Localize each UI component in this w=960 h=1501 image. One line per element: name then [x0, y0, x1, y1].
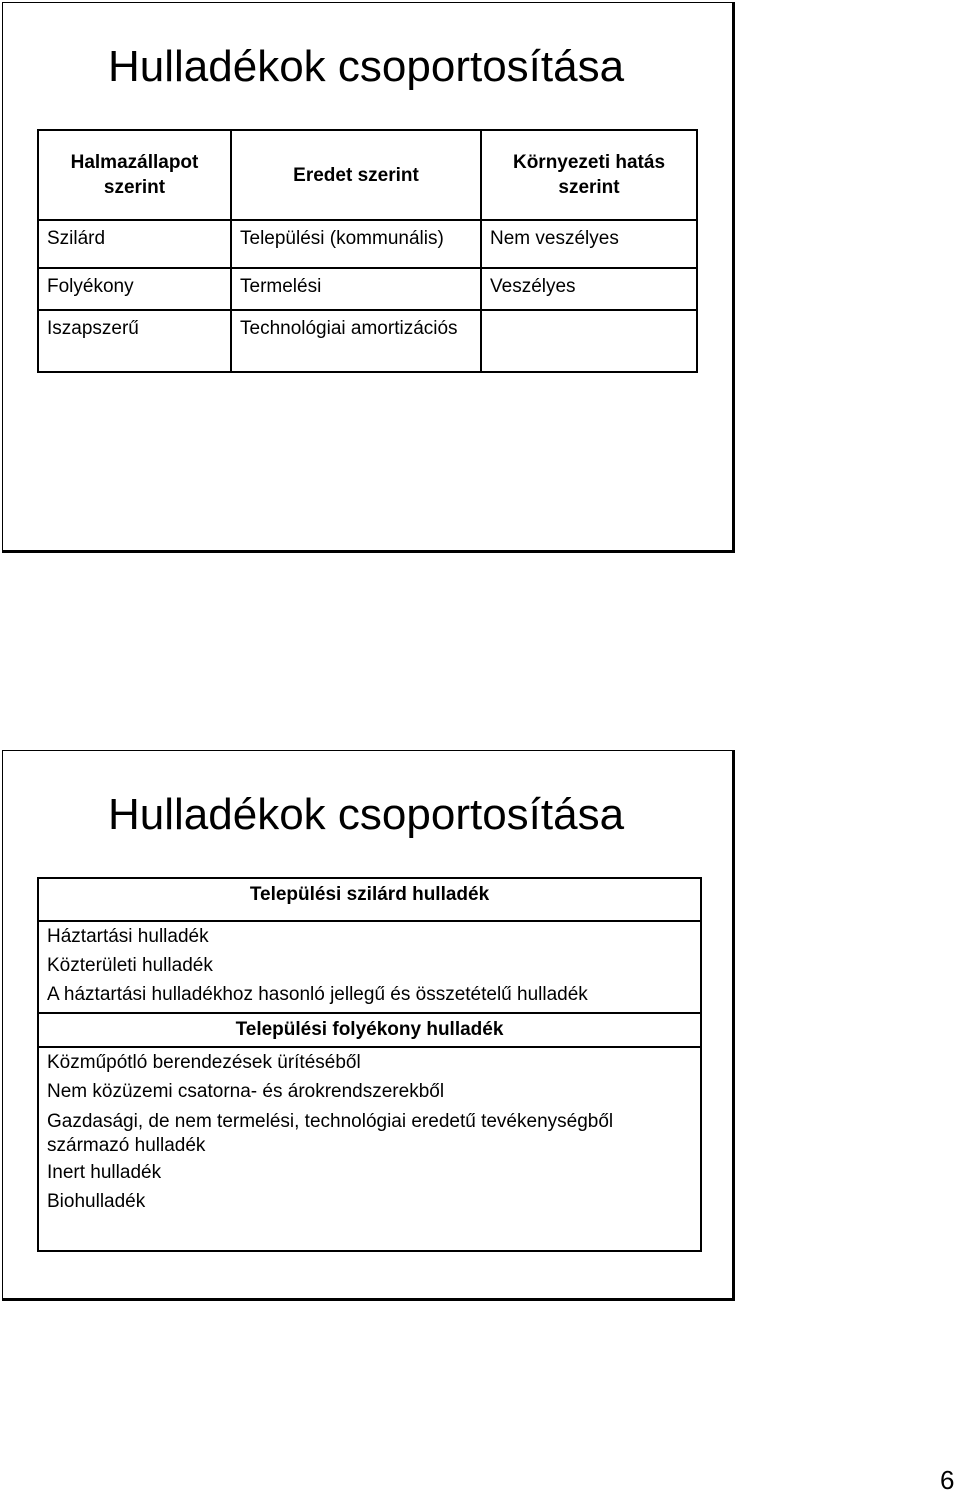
table-cell — [481, 310, 697, 372]
slide-2 — [2, 750, 735, 1301]
table-cell: Szilárd — [38, 220, 231, 268]
list-item: A háztartási hulladékhoz hasonló jellegű és összetételű hulladék — [47, 984, 588, 1005]
list-item: Biohulladék — [47, 1191, 146, 1212]
table-header-row — [38, 130, 697, 220]
classification-table — [37, 129, 698, 373]
table-row — [38, 268, 697, 310]
list-item: Gazdasági, de nem termelési, technológiai eredetű tevékenységből származó hulladék — [47, 1111, 614, 1156]
table-cell: Nem veszélyes — [481, 220, 697, 268]
waste-category-box — [37, 877, 702, 1252]
list-item: Közterületi hulladék — [47, 955, 213, 976]
table-cell: Folyékony — [38, 268, 231, 310]
table-cell: Iszapszerű — [38, 310, 231, 372]
slide-1 — [2, 2, 735, 553]
slide-title: Hulladékok csoportosítása — [108, 790, 625, 839]
slide-title: Hulladékok csoportosítása — [108, 42, 625, 91]
section-heading-solid: Települési szilárd hulladék — [39, 879, 700, 922]
column-header: Környezeti hatás szerint — [481, 130, 697, 220]
section-heading-liquid: Települési folyékony hulladék — [39, 1012, 700, 1048]
list-item: Háztartási hulladék — [47, 926, 209, 947]
list-item: Nem közüzemi csatorna- és árokrendszerekből — [47, 1081, 445, 1102]
table-cell: Veszélyes — [481, 268, 697, 310]
table-cell: Települési (kommunális) — [231, 220, 481, 268]
table-cell: Technológiai amortizációs — [231, 310, 481, 372]
list-item: Inert hulladék — [47, 1162, 162, 1183]
table-row — [38, 220, 697, 268]
page-number: 6 — [940, 1465, 955, 1495]
table-cell: Termelési — [231, 268, 481, 310]
table-row — [38, 310, 697, 372]
column-header: Eredet szerint — [231, 130, 481, 220]
column-header: Halmazállapot szerint — [38, 130, 231, 220]
list-item: Közműpótló berendezések ürítéséből — [47, 1052, 361, 1073]
